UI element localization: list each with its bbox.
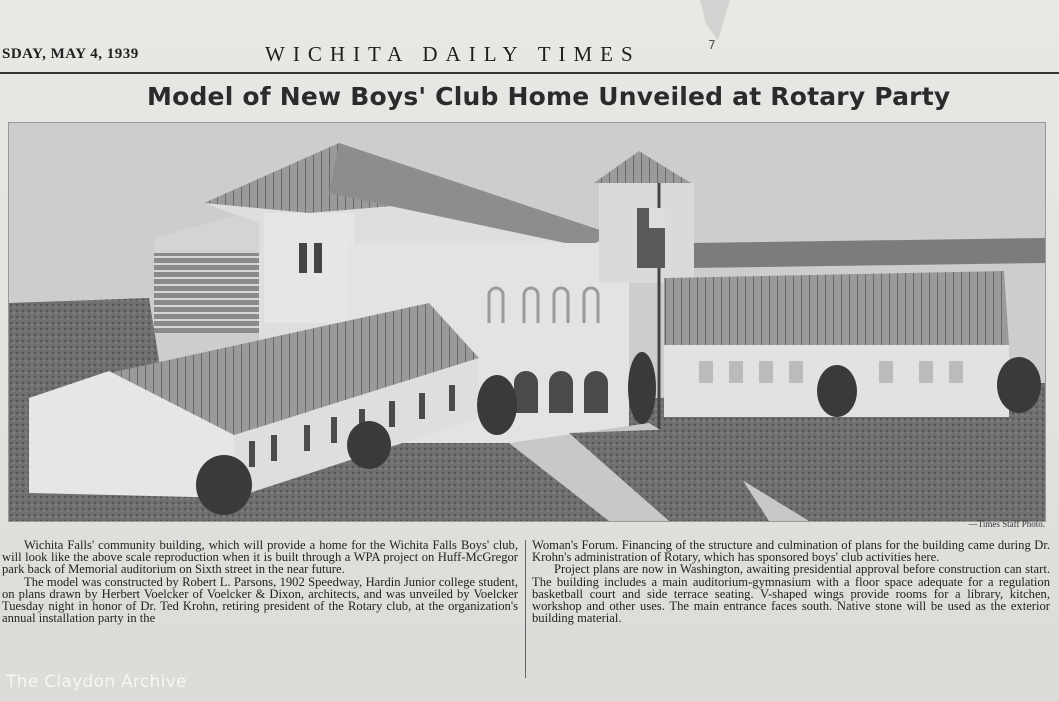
article-paragraph: Project plans are now in Washington, awaiting presidential approval before construction can start. The building includes a main auditorium-gymnasium with a floor space adequate for a regulation basketball court and side terrace seating. V-shaped wings provide rooms for a library, kitchen, workshop and other uses. The main entrance faces south. Native stone will be used as the exterior building material. (532, 562, 1050, 626)
article-column-left (2, 539, 518, 679)
issue-date: SDAY, MAY 4, 1939 (2, 46, 139, 62)
archive-watermark: The Claydon Archive (6, 672, 187, 692)
building-model-photo (8, 122, 1046, 522)
column-divider (525, 540, 526, 678)
page-mark: 7 (708, 38, 716, 52)
photo-credit: —Times Staff Photo. (968, 519, 1045, 529)
article-headline: Model of New Boys' Club Home Unveiled at Rotary Party (147, 82, 951, 111)
article-paragraph: Wichita Falls' community building, which will provide a home for the Wichita Falls Boys' club, will look like the above scale reproduction when it is built through a WPA project on Huff-McGregor park back of Memorial auditorium on Sixth street in the near future. (2, 539, 518, 577)
article-column-right (532, 539, 1050, 679)
torn-edge (700, 0, 730, 40)
headline-area (10, 76, 1050, 122)
article-paragraph: Woman's Forum. Financing of the structure and culmination of plans for the building came during Dr. Krohn's administration of Rotary, which has sponsored boys' club activities here. (532, 539, 1050, 565)
article-paragraph: The model was constructed by Robert L. Parsons, 1902 Speedway, Hardin Junior college student, on plans drawn by Herbert Voelcker of Voelcker & Dixon, architects, and was unveiled by Voelcker Tuesday night in honor of Dr. Ted Krohn, retiring president of the Rotary club, at the organization's annual installation party in the (2, 574, 518, 626)
masthead (0, 38, 1059, 74)
newspaper-name: WICHITA DAILY TIMES (265, 42, 641, 66)
